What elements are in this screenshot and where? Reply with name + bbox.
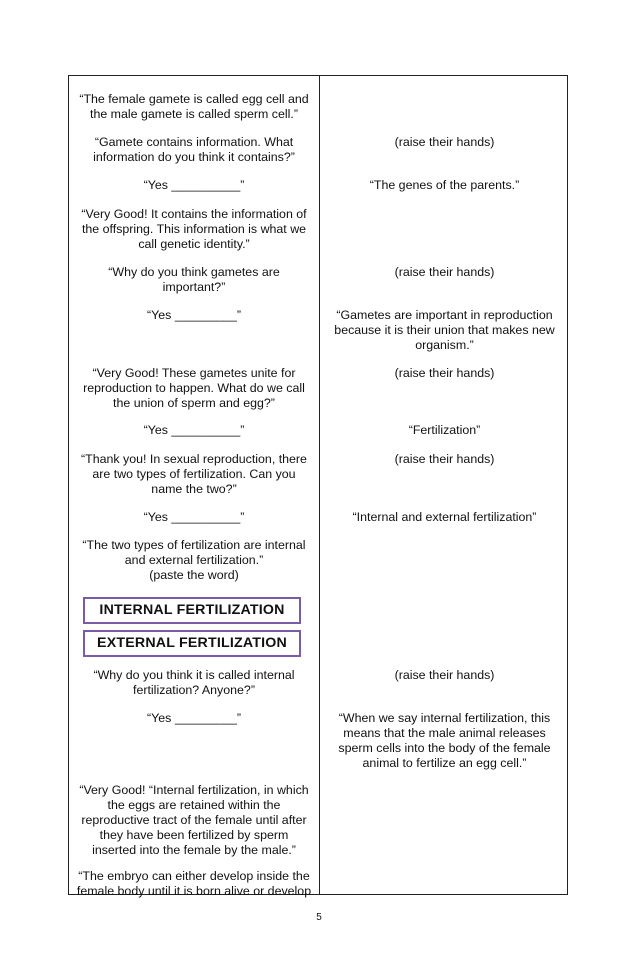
teacher-dialogue-block — [69, 308, 319, 323]
teacher-dialogue-line: the eggs are retained within the — [107, 798, 281, 812]
teacher-dialogue-line: “Yes __________” — [143, 423, 245, 437]
teacher-dialogue-line: “The two types of fertilization are internal — [82, 538, 306, 552]
external-fertilization-word-box: EXTERNAL FERTILIZATION — [83, 630, 301, 657]
column-divider — [319, 76, 320, 894]
student-response-block — [320, 423, 569, 438]
teacher-dialogue-line: “Very Good! It contains the information of — [81, 207, 307, 221]
teacher-dialogue-line: (paste the word) — [149, 568, 239, 582]
student-response-block — [320, 668, 569, 683]
student-response-line: animal to fertilize an egg cell.” — [362, 756, 527, 770]
student-response-line: (raise their hands) — [394, 452, 495, 466]
teacher-dialogue-line: call genetic identity.” — [138, 237, 250, 251]
student-response-block — [320, 308, 569, 353]
teacher-dialogue-block — [69, 265, 319, 295]
teacher-dialogue-line: “Very Good! “Internal fertilization, in which — [79, 783, 309, 797]
teacher-dialogue-block — [69, 452, 319, 497]
page-number: 5 — [316, 912, 322, 923]
teacher-dialogue-line: inserted into the female by the male.” — [92, 843, 296, 857]
teacher-dialogue-line: “The female gamete is called egg cell and — [79, 92, 309, 106]
teacher-dialogue-block — [69, 178, 319, 193]
teacher-dialogue-line: “Why do you think it is called internal — [93, 668, 295, 682]
student-response-line: sperm cells into the body of the female — [338, 741, 551, 755]
teacher-dialogue-block — [69, 869, 319, 899]
teacher-dialogue-line: “Yes _________” — [147, 711, 241, 725]
teacher-dialogue-line: “Yes __________” — [143, 178, 245, 192]
student-response-line: “Fertilization” — [408, 423, 481, 437]
teacher-dialogue-line: are two types of fertilization. Can you — [92, 467, 296, 481]
student-response-line: means that the male animal releases — [343, 726, 546, 740]
teacher-dialogue-block — [69, 538, 319, 583]
teacher-dialogue-line: and external fertilization.” — [124, 553, 264, 567]
student-response-block — [320, 366, 569, 381]
teacher-dialogue-line: name the two?” — [151, 482, 237, 496]
student-response-line: (raise their hands) — [394, 366, 495, 380]
teacher-dialogue-line: “Yes __________” — [143, 510, 245, 524]
teacher-dialogue-line: the offspring. This information is what we — [81, 222, 307, 236]
internal-fertilization-word-box: INTERNAL FERTILIZATION — [83, 597, 301, 624]
teacher-dialogue-line: the union of sperm and egg?” — [113, 396, 275, 410]
student-response-line: “Gametes are important in reproduction — [336, 308, 553, 322]
teacher-dialogue-line: fertilization? Anyone?” — [133, 683, 255, 697]
teacher-dialogue-line: “Yes _________” — [147, 308, 241, 322]
student-response-block — [320, 178, 569, 193]
teacher-dialogue-line: “Gamete contains information. What — [94, 135, 294, 149]
teacher-dialogue-block — [69, 423, 319, 438]
lesson-table — [68, 75, 568, 898]
student-response-block — [320, 711, 569, 771]
teacher-dialogue-line: important?” — [162, 280, 226, 294]
student-response-line: organism.” — [415, 338, 474, 352]
teacher-dialogue-line: they have been fertilized by sperm — [99, 828, 289, 842]
student-response-line: (raise their hands) — [394, 668, 495, 682]
teacher-dialogue-block — [69, 783, 319, 858]
teacher-dialogue-line: reproduction to happen. What do we call — [83, 381, 305, 395]
teacher-dialogue-line: “Thank you! In sexual reproduction, there — [81, 452, 307, 466]
student-response-line: “When we say internal fertilization, this — [338, 711, 551, 725]
teacher-dialogue-block — [69, 668, 319, 698]
student-response-block — [320, 265, 569, 280]
teacher-dialogue-line: information do you think it contains?” — [93, 150, 295, 164]
student-response-line: “Internal and external fertilization” — [352, 510, 537, 524]
student-response-line: “The genes of the parents.” — [369, 178, 520, 192]
teacher-dialogue-block — [69, 366, 319, 411]
teacher-dialogue-line: “Why do you think gametes are — [108, 265, 280, 279]
teacher-dialogue-line: “The embryo can either develop inside the — [78, 869, 310, 883]
teacher-dialogue-block — [69, 92, 319, 122]
teacher-dialogue-line: the male gamete is called sperm cell.” — [90, 107, 298, 121]
student-response-block — [320, 510, 569, 525]
student-response-line: (raise their hands) — [394, 135, 495, 149]
student-response-line: (raise their hands) — [394, 265, 495, 279]
teacher-dialogue-line: female body until it is born alive or develop — [76, 884, 312, 898]
student-response-line: because it is their union that makes new — [334, 323, 555, 337]
teacher-dialogue-block — [69, 510, 319, 525]
teacher-dialogue-block — [69, 207, 319, 252]
teacher-dialogue-line: “Very Good! These gametes unite for — [92, 366, 296, 380]
student-response-block — [320, 135, 569, 150]
teacher-dialogue-line: reproductive tract of the female until after — [81, 813, 307, 827]
student-response-block — [320, 452, 569, 467]
teacher-dialogue-block — [69, 135, 319, 165]
teacher-dialogue-block — [69, 711, 319, 726]
